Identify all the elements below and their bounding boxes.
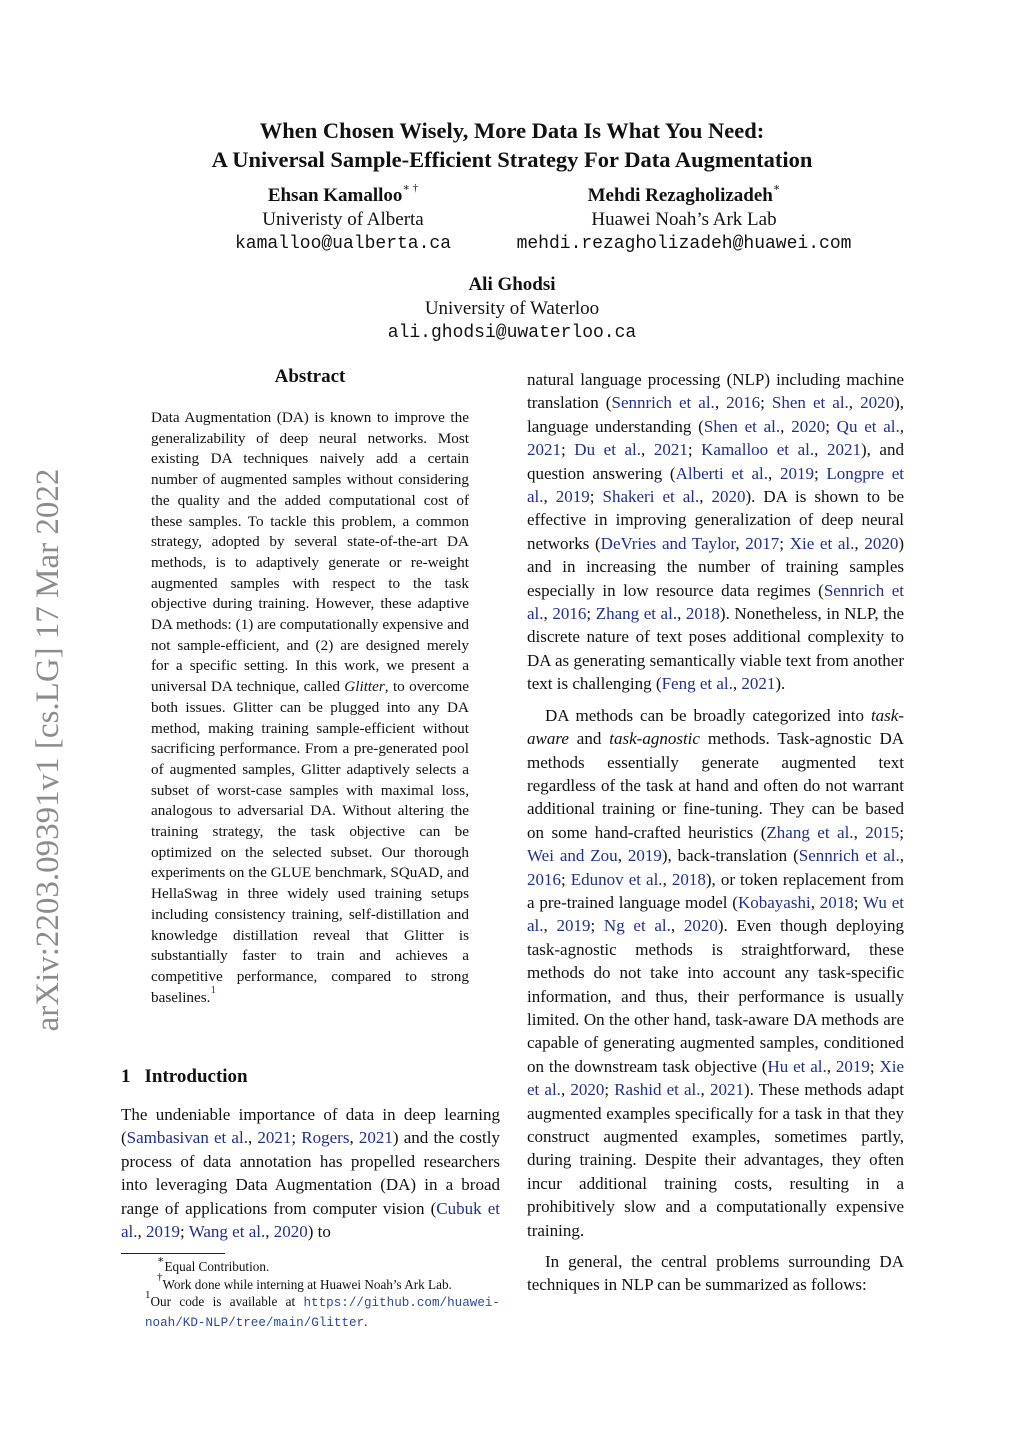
text-run: ; bbox=[779, 533, 790, 553]
text-run: ), or token replacement from a pre-trained language model ( bbox=[527, 869, 905, 912]
citation-link[interactable]: 2021 bbox=[358, 1128, 393, 1148]
citation-link[interactable]: 2018 bbox=[685, 604, 720, 624]
text-run: ). Nonetheless, in NLP, the discrete nature of text poses additional complexity to DA as generating semantically viable text from another text is challenging ( bbox=[527, 604, 904, 694]
paragraph bbox=[527, 368, 904, 696]
citation-link[interactable]: Feng et al. bbox=[661, 674, 733, 694]
text-run: , bbox=[854, 533, 865, 553]
italic-term: task-agnostic bbox=[609, 729, 700, 749]
text-run: , bbox=[247, 1128, 258, 1148]
citation-link[interactable]: Shen et al. bbox=[703, 416, 781, 436]
text-run: and bbox=[568, 729, 610, 749]
citation-link[interactable]: Shen et al. bbox=[771, 393, 849, 413]
text-run: ). These methods adapt augmented examples specifically for a task in that they construct augmented examples, sometimes partly, during training. Despite their advantages, they often incur additional training costs, resulting in a prohibitively slow and a computationally expensive training. bbox=[527, 1080, 904, 1240]
text-run: DA methods can be broadly categorized into bbox=[545, 705, 871, 725]
citation-link[interactable]: Wu et al. bbox=[527, 892, 905, 936]
text-run: ; bbox=[869, 1056, 880, 1076]
glitter-term: Glitter bbox=[344, 678, 385, 696]
italic-term: task-aware bbox=[527, 705, 904, 749]
text-run: , bbox=[700, 1080, 710, 1100]
text-run: , bbox=[899, 416, 904, 436]
text-run: ; bbox=[853, 892, 864, 912]
text-run: , bbox=[714, 393, 727, 413]
author-affiliation: Huawei Noah’s Ark Lab bbox=[591, 209, 777, 230]
author-email[interactable]: ali.ghodsi@uwaterloo.ca bbox=[387, 323, 637, 343]
citation-link[interactable]: 2021 bbox=[527, 440, 561, 460]
text-run: , bbox=[265, 1222, 274, 1242]
citation-link[interactable]: Sennrich et al. bbox=[798, 846, 900, 866]
text-run: , bbox=[641, 440, 654, 460]
citation-link[interactable]: Kamalloo et al. bbox=[701, 440, 815, 460]
text-run: , bbox=[767, 463, 780, 483]
text-run: ; bbox=[561, 869, 571, 889]
abstract-body bbox=[151, 408, 469, 1008]
citation-link[interactable]: 2017 bbox=[745, 533, 780, 553]
author-affiliation: Univeristy of Alberta bbox=[262, 209, 424, 230]
text-run: ; bbox=[813, 463, 827, 483]
citation-link[interactable]: Shakeri et al. bbox=[602, 487, 700, 507]
abstract-heading: Abstract bbox=[274, 366, 346, 387]
citation-link[interactable]: 2019 bbox=[627, 846, 662, 866]
citation-link[interactable]: 2020 bbox=[864, 533, 899, 553]
text-run: ; bbox=[291, 1128, 302, 1148]
text-run: ; bbox=[561, 440, 575, 460]
text-run: , bbox=[543, 916, 557, 936]
citation-link[interactable]: 2021 bbox=[709, 1080, 744, 1100]
text-run: ), language understanding ( bbox=[527, 393, 905, 436]
text-run: ; bbox=[180, 1222, 189, 1242]
citation-link[interactable]: Sennrich et al. bbox=[527, 580, 904, 624]
section-title: Introduction bbox=[144, 1066, 248, 1087]
text-run: ; bbox=[590, 916, 604, 936]
citation-link[interactable]: Qu et al. bbox=[836, 416, 900, 436]
citation-link[interactable]: 2020 bbox=[791, 416, 826, 436]
text-run: , bbox=[543, 487, 556, 507]
fn-text: Equal Contribution. bbox=[164, 1259, 270, 1274]
citation-link[interactable]: Edunov et al. bbox=[570, 869, 663, 889]
text-run: , bbox=[853, 822, 866, 842]
citation-link[interactable]: 2020 bbox=[273, 1222, 308, 1242]
text-run: , bbox=[814, 440, 827, 460]
citation-link[interactable]: Alberti et al. bbox=[675, 463, 768, 483]
text-run: ; bbox=[899, 822, 905, 842]
citation-link[interactable]: Zhang et al. bbox=[595, 604, 678, 624]
text-run: , bbox=[780, 416, 792, 436]
paper-title bbox=[120, 116, 904, 174]
text-run: ) to bbox=[307, 1222, 331, 1242]
text-run: ). DA is shown to be effective in improving generalization of deep neural networks ( bbox=[527, 487, 905, 553]
text-run: , bbox=[662, 869, 672, 889]
author-name: Ali Ghodsi bbox=[468, 274, 556, 295]
citation-link[interactable]: Wei and Zou bbox=[527, 846, 618, 866]
abstract-text-1: Data Augmentation (DA) is known to improve the generalizability of deep neural networks. Most existing DA techniques naively add a certain number of augmented samples without considering the quality and the added computational cost of these samples. To tackle this problem, a common strategy, adopted by several state-of-the-art DA methods, is to adaptively generate or re-weight augmented samples with respect to the task objective during training. However, these adaptive DA methods: (1) are computationally expensive and not sample-efficient, and (2) are designed merely for a specific setting. In this work, we present a universal DA technique, called bbox=[151, 409, 469, 696]
author-marks: ∗ † bbox=[402, 181, 419, 194]
author-affiliation: University of Waterloo bbox=[424, 298, 600, 319]
author-name: Ehsan Kamalloo bbox=[267, 185, 403, 206]
citation-link[interactable]: 2019 bbox=[555, 487, 590, 507]
citation-link[interactable]: Xie et al. bbox=[527, 1056, 904, 1100]
fn-end: . bbox=[364, 1313, 368, 1329]
right-column bbox=[527, 368, 904, 1305]
author-3 bbox=[312, 273, 712, 345]
citation-link[interactable]: 2021 bbox=[741, 674, 776, 694]
fn-mark: ∗ bbox=[157, 1253, 165, 1266]
text-run: , bbox=[560, 1080, 571, 1100]
citation-link[interactable]: 2018 bbox=[671, 869, 706, 889]
abstract-text-2: , to overcome both issues. Glitter can be plugged into any DA method, making training sample-efficient without sacrificing performance. From a pre-generated pool of augmented samples, Glitter adaptively selects a subset of worst-case samples with maximal loss, analogous to adversarial DA. Without altering the training strategy, the task objective can be optimized on the selected subset. Our thorough experiments on the GLUE benchmark, SQuAD, and HellaSwag in three widely used training setups including consistency training, self-distillation and knowledge distillation reveal that Glitter is substantially faster to train and achieves a competitive performance, compared to strong baselines. bbox=[151, 678, 469, 1006]
citation-link[interactable]: 2020 bbox=[711, 487, 746, 507]
title-line-1: When Chosen Wisely, More Data Is What You Need: bbox=[259, 118, 765, 143]
text-run: natural language processing (NLP) including machine translation ( bbox=[527, 370, 904, 413]
text-run: ; bbox=[604, 1080, 615, 1100]
section-number: 1 bbox=[121, 1066, 131, 1087]
fn-mark: † bbox=[157, 1271, 163, 1284]
citation-link[interactable]: 2019 bbox=[835, 1056, 870, 1076]
arxiv-stamp-text: arXiv:2203.09391v1 [cs.LG] 17 Mar 2022 bbox=[30, 468, 66, 1032]
text-run: , bbox=[848, 393, 861, 413]
paragraph: In general, the central problems surrounding DA techniques in NLP can be summarized as follows: bbox=[527, 1252, 904, 1295]
footnote-2 bbox=[121, 1271, 500, 1294]
citation-link[interactable]: 2016 bbox=[552, 604, 587, 624]
fn-mark: 1 bbox=[145, 1288, 151, 1301]
text-run: ; bbox=[760, 393, 772, 413]
citation-link[interactable]: 2019 bbox=[146, 1222, 181, 1242]
arxiv-stamp bbox=[18, 440, 78, 1060]
author-1 bbox=[218, 181, 468, 256]
text-run: , bbox=[677, 604, 686, 624]
text-run: , bbox=[137, 1222, 147, 1242]
footnote-ref[interactable]: 1 bbox=[210, 983, 216, 996]
author-email[interactable]: kamalloo@ualberta.ca bbox=[234, 234, 452, 254]
text-run: , bbox=[699, 487, 712, 507]
text-run: ) and the costly process of data annotation has propelled researchers into leveraging Data Augmentation (DA) in a broad range of applications from computer vision ( bbox=[121, 1128, 500, 1218]
citation-link[interactable]: Longpre et al. bbox=[527, 463, 905, 507]
author-2 bbox=[486, 181, 882, 256]
text-run: , bbox=[670, 916, 684, 936]
text-run: ; bbox=[687, 440, 702, 460]
citation-link[interactable]: 2021 bbox=[826, 440, 861, 460]
citation-link[interactable]: 2020 bbox=[860, 393, 895, 413]
text-run: ), and question answering ( bbox=[527, 440, 904, 483]
author-name: Mehdi Rezagholizadeh bbox=[587, 185, 773, 206]
citation-link[interactable]: Zhang et al. bbox=[766, 822, 854, 842]
citation-link[interactable]: 2018 bbox=[819, 892, 854, 912]
text-run: ). Even though deploying task-agnostic methods is straightforward, these methods do not take into account any task-specific information, and thus, their performance is usually limited. On the other hand, task-aware DA methods are capable of generating augmented samples, conditioned on the downstream task objective ( bbox=[527, 916, 904, 1076]
citation-link[interactable]: 2015 bbox=[865, 822, 900, 842]
intro-paragraph bbox=[121, 1103, 500, 1243]
text-run: , bbox=[899, 846, 905, 866]
citation-link[interactable]: 2020 bbox=[683, 916, 718, 936]
citation-link[interactable]: 2016 bbox=[527, 869, 561, 889]
citation-link[interactable]: 2019 bbox=[779, 463, 814, 483]
text-run: ; bbox=[825, 416, 837, 436]
citation-link[interactable]: Sennrich et al. bbox=[611, 393, 715, 413]
title-line-2: A Universal Sample-Efficient Strategy For Data Augmentation bbox=[211, 147, 813, 172]
citation-link[interactable]: DeVries and Taylor bbox=[600, 533, 736, 553]
text-run: ; bbox=[586, 604, 596, 624]
text-run: The undeniable importance of data in deep learning ( bbox=[121, 1105, 500, 1148]
citation-link[interactable]: 2019 bbox=[556, 916, 591, 936]
text-run: ) and in increasing the number of training samples especially in low resource data regimes ( bbox=[527, 533, 904, 600]
citation-link[interactable]: Du et al. bbox=[574, 440, 642, 460]
footnote-3 bbox=[121, 1288, 500, 1332]
citation-link[interactable]: Sambasivan et al. bbox=[126, 1128, 248, 1148]
text-run: , bbox=[735, 533, 746, 553]
citation-link[interactable]: Xie et al. bbox=[789, 533, 855, 553]
citation-link[interactable]: Ng et al. bbox=[603, 916, 671, 936]
citation-link[interactable]: 2021 bbox=[257, 1128, 292, 1148]
citation-link[interactable]: Rashid et al. bbox=[614, 1080, 701, 1100]
text-run: , bbox=[810, 892, 820, 912]
citation-link[interactable]: Cubuk et al. bbox=[121, 1198, 500, 1242]
text-run: , bbox=[349, 1128, 359, 1148]
code-link[interactable]: https://github.com/huawei-noah/KD-NLP/tree/main/Glitter bbox=[145, 1296, 500, 1330]
footnotes bbox=[121, 1253, 500, 1332]
text-run: , bbox=[826, 1056, 836, 1076]
citation-link[interactable]: 2021 bbox=[653, 440, 688, 460]
text-run: , bbox=[732, 674, 742, 694]
fn-text: Work done while interning at Huawei Noah’s Ark Lab. bbox=[162, 1276, 452, 1292]
text-run: , bbox=[543, 604, 553, 624]
footnote-1 bbox=[121, 1253, 500, 1276]
citation-link[interactable]: 2020 bbox=[570, 1080, 605, 1100]
citation-link[interactable]: Rogers bbox=[301, 1128, 350, 1148]
fn-text: Our code is available at bbox=[150, 1294, 304, 1309]
text-run: ), back-translation ( bbox=[661, 846, 799, 866]
author-marks: ∗ bbox=[772, 181, 781, 194]
text-run: ; bbox=[589, 487, 603, 507]
citation-link[interactable]: Kobayashi bbox=[737, 892, 811, 912]
citation-link[interactable]: Wang et al. bbox=[188, 1222, 266, 1242]
text-run: methods. Task-agnostic DA methods essentially generate augmented text regardless of the task at hand and often do not warrant additional training or fine-tuning. They can be based on some hand-crafted heuristics ( bbox=[527, 729, 904, 842]
text-run: , bbox=[617, 846, 628, 866]
citation-link[interactable]: Hu et al. bbox=[767, 1056, 827, 1076]
paragraph bbox=[527, 704, 904, 1242]
footnote-rule bbox=[121, 1253, 225, 1254]
text-run: ). bbox=[775, 674, 786, 694]
author-email[interactable]: mehdi.rezagholizadeh@huawei.com bbox=[516, 234, 852, 254]
section-heading bbox=[121, 1066, 248, 1088]
citation-link[interactable]: 2016 bbox=[726, 393, 761, 413]
